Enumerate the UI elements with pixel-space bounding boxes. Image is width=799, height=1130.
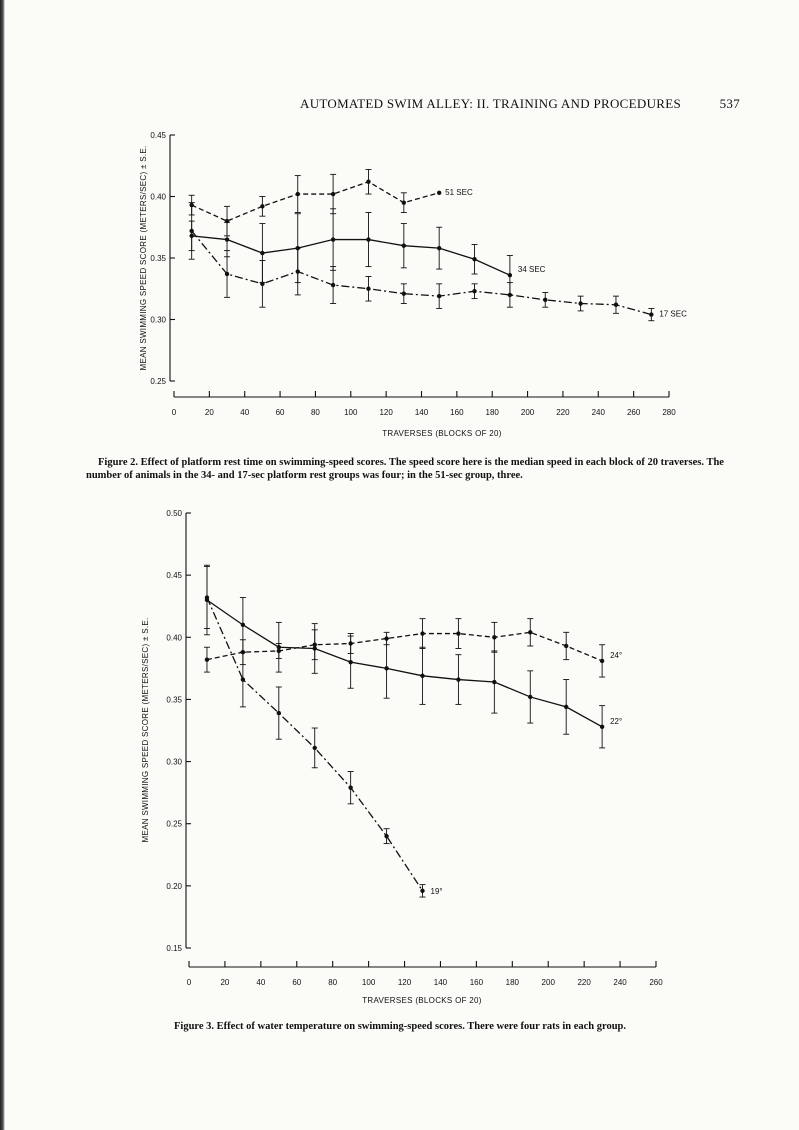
- fig2-x-tick-label: 180: [485, 408, 499, 417]
- fig3-x-tick-label: 40: [256, 978, 266, 987]
- fig3-y-tick-label: 0.25: [166, 819, 182, 829]
- fig2-x-tick-label: 240: [591, 408, 605, 417]
- fig2-x-tick-label: 260: [626, 408, 641, 417]
- fig3-y-tick-label: 0.35: [166, 695, 182, 705]
- fig2-x-tick-label: 40: [240, 408, 250, 417]
- fig3-y-tick-label: 0.15: [166, 944, 182, 953]
- fig3-series-2-point: [277, 645, 281, 649]
- fig3-series-1: [204, 619, 622, 677]
- fig2-x-tick-label: 60: [275, 408, 285, 417]
- fig3-series-3-point: [384, 834, 388, 838]
- fig2-x-tick-label: 80: [310, 408, 320, 417]
- fig3-series-2-point: [564, 705, 568, 709]
- fig3-x-tick-label: 120: [397, 978, 412, 987]
- fig3-x-tick-label: 240: [613, 978, 627, 987]
- fig3-series-3-point: [420, 889, 424, 893]
- fig3-y-tick-label: 0.40: [166, 633, 182, 643]
- fig2-series-1-label: 51 SEC: [445, 187, 473, 197]
- fig3-series-1-line: [207, 632, 602, 661]
- fig2-y-tick-label: 0.30: [150, 315, 166, 325]
- figure-3-caption: Figure 3. Effect of water temperature on swimming-speed scores. There were four rats in each group.: [174, 1021, 627, 1032]
- fig3-series-3-point: [348, 785, 352, 789]
- fig3-series-2-point: [348, 660, 352, 664]
- fig3-x-tick-label: 100: [361, 978, 376, 987]
- page-number: 537: [719, 96, 740, 111]
- fig3-series-2-line: [207, 600, 602, 727]
- fig2-y-tick-label: 0.45: [150, 131, 166, 140]
- fig3-series-3-point: [241, 677, 245, 681]
- fig3-series-2-point: [313, 646, 317, 650]
- fig3-series-1-point: [528, 630, 532, 634]
- fig2-y-tick-label: 0.25: [150, 377, 166, 386]
- fig3-series-3-point: [205, 595, 209, 599]
- fig2-series-2-label: 34 SEC: [517, 265, 546, 275]
- fig3-series-3: [204, 566, 443, 897]
- fig3-series-2-point: [528, 695, 532, 699]
- fig3-series-1-point: [456, 631, 460, 635]
- fig3-x-axis-label: TRAVERSES (BLOCKS OF 20): [362, 996, 482, 1005]
- fig3-series-2-point: [384, 666, 388, 670]
- fig3-series-1-point: [420, 631, 424, 635]
- fig3-series-2-point: [600, 725, 604, 729]
- fig3-series-3-label: 19°: [430, 886, 443, 896]
- fig2-x-tick-label: 120: [379, 408, 393, 417]
- fig2-x-tick-label: 140: [414, 408, 429, 417]
- fig3-series-1-point: [564, 644, 568, 648]
- fig3-series-3-point: [277, 711, 281, 715]
- figure-2-caption: Figure 2. Effect of platform rest time on swimming-speed scores. The speed score here is the median speed in each block of 20 traverses. The number of animals in the 34- and 17-sec platform rest groups was four; in the 51-sec group, three.: [86, 457, 724, 481]
- fig3-x-tick-label: 20: [220, 978, 230, 987]
- fig3-x-tick-label: 200: [541, 978, 555, 987]
- fig3-x-tick-label: 180: [505, 978, 519, 987]
- running-head-title: AUTOMATED SWIM ALLEY: II. TRAINING AND PROCEDURES: [300, 96, 681, 111]
- fig3-x-tick-label: 80: [328, 978, 338, 987]
- fig2-x-tick-label: 280: [662, 408, 676, 417]
- fig2-y-tick-label: 0.40: [150, 192, 166, 202]
- fig2-x-tick-label: 0: [171, 408, 177, 417]
- fig3-series-2-label: 22°: [610, 716, 623, 726]
- fig3-series-2-point: [456, 677, 460, 681]
- fig2-x-tick-label: 220: [556, 408, 570, 417]
- fig3-series-1-point: [205, 657, 209, 661]
- fig3-y-tick-label: 0.20: [166, 881, 182, 891]
- fig3-x-tick-label: 260: [649, 978, 663, 987]
- fig2-x-tick-label: 100: [344, 408, 358, 417]
- fig3-series-2-point: [492, 680, 496, 684]
- fig2-x-tick-label: 200: [520, 408, 535, 417]
- fig3-series-2: [204, 565, 622, 748]
- fig3-x-tick-label: 0: [186, 978, 192, 987]
- fig3-series-3-point: [313, 746, 317, 750]
- fig2-x-axis-label: TRAVERSES (BLOCKS OF 20): [382, 429, 502, 438]
- fig2-y-tick-label: 0.35: [150, 254, 166, 263]
- fig3-y-tick-label: 0.30: [166, 757, 182, 767]
- fig3-series-2-point: [241, 623, 245, 627]
- fig2-series-3-label: 17 SEC: [659, 309, 687, 319]
- fig2-y-axis-label: MEAN SWIMMING SPEED SCORE (METERS/SEC) ± S.E.: [139, 145, 148, 371]
- fig2-x-tick-label: 20: [204, 408, 214, 417]
- fig3-x-tick-label: 160: [469, 978, 484, 987]
- fig2-x-tick-label: 160: [450, 408, 464, 417]
- fig3-series-1-label: 24°: [610, 650, 623, 660]
- fig3-x-tick-label: 140: [433, 978, 448, 987]
- fig3-x-tick-label: 60: [292, 978, 302, 987]
- fig3-y-axis-label: MEAN SWIMMING SPEED SCORE (METERS/SEC) ± S.E.: [141, 617, 150, 843]
- fig3-x-tick-label: 220: [577, 978, 591, 987]
- fig3-y-tick-label: 0.50: [166, 509, 182, 518]
- fig3-series-1-point: [600, 659, 604, 663]
- fig3-series-2-point: [420, 674, 424, 678]
- fig3-y-tick-label: 0.45: [166, 571, 182, 581]
- fig3-series-1-point: [492, 635, 496, 639]
